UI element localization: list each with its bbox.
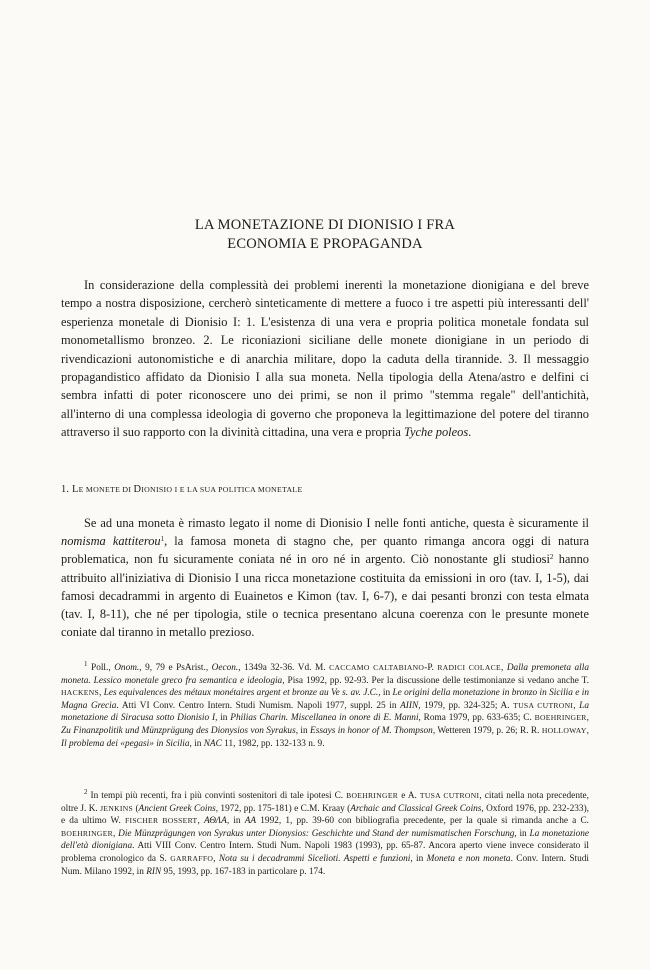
section-heading-smallcaps: IONISIO	[141, 485, 175, 494]
footnote-author: BOEHRINGER	[534, 713, 587, 723]
footnote-text: 95, 1993, pp. 167-183 in particolare p. 174.	[161, 866, 326, 877]
footnote-author: GARRAFFO	[170, 853, 214, 863]
footnote-italic: RIN	[146, 866, 162, 877]
intro-paragraph	[61, 276, 589, 442]
footnote-text: , in	[189, 738, 204, 749]
footnote-author: BOEHRINGER	[346, 791, 399, 800]
footnote-italic: Moneta e non moneta	[426, 853, 511, 864]
footnote-2	[61, 790, 589, 878]
footnote-italic: Ancient Greek Coins	[138, 803, 216, 814]
article-title-line-2: ECONOMIA E PROPAGANDA	[227, 236, 423, 252]
footnote-italic: La monetazione di Siracusa sotto Dionisio I	[61, 700, 589, 724]
footnote-italic: Le origini della monetazione in bronzo in Sicilia e in Magna Grecia	[61, 688, 589, 711]
footnote-text: , in	[226, 816, 245, 827]
footnote-author: JENKINS	[100, 803, 134, 813]
footnote-text: , 9, 79 e PsArist.,	[139, 663, 212, 673]
footnote-italic: Philias Charin. Miscellanea in onore di E. Manni	[230, 713, 419, 724]
footnote-text: , Oxford 1976, pp. 232-233), e da ultimo W.	[61, 803, 589, 827]
footnote-text: , Pisa 1992, pp. 92-93. Per la discussione delle testimonianze si vedano anche T.	[282, 675, 589, 686]
footnote-number: 1	[84, 660, 88, 668]
footnote-author: TUSA CUTRONI	[419, 791, 480, 800]
footnote-text: , in	[215, 713, 231, 724]
footnote-italic: Onom.	[114, 663, 140, 673]
footnote-text: . Conv. Intern. Studi Num. Milano 1992, in	[61, 853, 589, 877]
footnote-italic: Il problema dei «pegasi» in Sicilia	[61, 738, 190, 749]
footnote-text: ,	[113, 828, 119, 839]
article-title-line-1: LA MONETAZIONE DI DIONISIO I FRA	[194, 217, 456, 233]
footnote-text: , in	[410, 853, 427, 864]
footnote-text: -P.	[424, 663, 438, 673]
footnote-author: HACKENS	[61, 688, 100, 698]
footnote-author: TUSA CUTRONI	[513, 700, 574, 710]
footnote-text: e A.	[398, 791, 420, 801]
footnote-italic: Dalla premoneta alla moneta. Lessico monetale greco fra semantica e ideologia	[61, 663, 589, 686]
footnote-italic: AA	[244, 816, 257, 827]
body-text: hanno attribuito all'iniziativa di Dionisio I una ricca monetazione costituita da emissioni in oro (tav. I, 1-5), dai famosi decadrammi in argento di Euainetos e Kimon (tav. I, 6-7), e dai pesanti bronzi con testa elmata (tav. I, 8-11), che né per tipologia, stile o tecnica presentano alcuna coerenza con le presunte monete coniate dal tiranno in metallo prezioso.	[61, 552, 589, 640]
footnote-1	[61, 662, 589, 750]
footnote-italic: Zu Finanzpolitik und Münzprägung des Dionysios von Syrakus	[61, 725, 296, 736]
footnote-italic: AIIN	[400, 700, 419, 711]
footnote-text: , Roma 1979, pp. 633-635; C.	[418, 713, 535, 724]
footnote-italic: Essays in honor of M. Thompson	[310, 725, 433, 736]
body-italic-term: nomisma kattiterou	[61, 534, 161, 549]
footnote-author: HOLLOWAY	[541, 725, 587, 735]
footnote-text: 1992, 1, pp. 39-60 con bibliografia precedente, per la quale si rimanda anche a C.	[256, 816, 589, 827]
footnote-italic: Archaic and Classical Greek Coins	[350, 803, 482, 814]
body-text: Se ad una moneta è rimasto legato il nome di Dionisio I nelle fonti antiche, questa è sicuramente il	[84, 516, 589, 530]
section-heading-smallcaps: E MONETE DI	[78, 485, 134, 494]
intro-italic-term: Tyche poleos	[404, 425, 469, 440]
footnote-text: (	[133, 803, 139, 814]
section-heading-smallcaps: I E LA SUA POLITICA MONETALE	[174, 485, 303, 494]
footnote-text: , citati nella nota precedente, oltre J. K.	[61, 791, 589, 814]
section-heading-cap: D	[133, 484, 142, 495]
footnote-text: , in	[378, 688, 393, 699]
footnote-italic: ΑΘΛΑ	[203, 816, 227, 827]
footnote-text: , Wetteren 1979, p. 26; R. R.	[432, 725, 542, 736]
footnote-author: CACCAMO CALTABIANO	[329, 663, 425, 672]
footnote-text: ,	[500, 663, 507, 673]
article-title	[60, 216, 590, 254]
footnote-text: , in	[514, 828, 530, 839]
footnote-italic: Les equivalences des métaux monétaires argent et bronze au Ve s. av. J.C.	[103, 688, 379, 699]
footnote-italic: Oecon.	[211, 663, 239, 673]
footnote-number: 2	[84, 788, 88, 796]
footnote-author: BOEHRINGER	[61, 828, 114, 838]
footnote-italic: La monetazione dell'età dionigiana	[61, 828, 589, 852]
body-paragraph	[61, 514, 589, 641]
footnote-italic: NAC	[203, 738, 222, 749]
footnote-italic: Nota su i decadrammi Sicelioti. Aspetti e funzioni	[218, 853, 411, 864]
footnote-text: ,	[586, 713, 589, 724]
footnote-text: . Atti VIII Conv. Centro Intern. Studi Num. Napoli 1983 (1993), pp. 65-87. Ancora aperto viene invece considerato il problema cronologico da S.	[61, 841, 589, 864]
footnote-text: ,	[573, 700, 580, 711]
footnote-text: In tempi più recenti, fra i più convinti sostenitori di tale ipotesi C.	[87, 791, 347, 801]
footnote-text: . Atti VI Conv. Centro Intern. Studi Numism. Napoli 1977, suppl. 25 in	[116, 700, 401, 711]
footnote-text: , 1349a 32-36. Vd. M.	[238, 663, 330, 673]
section-heading-1	[61, 484, 303, 495]
footnote-ref-2[interactable]: 2	[549, 553, 554, 562]
footnote-text: , in	[295, 725, 311, 736]
intro-end: .	[468, 425, 472, 440]
footnote-text: , 1979, pp. 324-325; A.	[418, 700, 514, 711]
footnote-text: , 1972, pp. 175-181) e C.M. Kraay (	[215, 803, 351, 814]
section-heading-cap: L	[72, 484, 79, 495]
footnote-ref-1[interactable]: 1	[160, 535, 165, 544]
footnote-italic: Die Münzprägungen von Syrakus unter Dionysios: Geschichte und Stand der numismatischen Forschung	[118, 828, 515, 839]
body-text: , la famosa moneta di stagno che, per quanto rimanga ancora oggi di natura problematica, non fu sicuramente coniata né in oro né in argento. Ciò nonostante gli studiosi	[61, 534, 590, 567]
section-number: 1.	[61, 484, 72, 495]
footnote-author: RADICI COLACE	[437, 663, 501, 672]
footnote-text: ,	[99, 688, 104, 699]
footnote-author: FISCHER BOSSERT	[124, 816, 198, 826]
intro-text: In considerazione della complessità dei problemi inerenti la monetazione dionigiana e del breve tempo a nostra disposizione, cercherò sinteticamente di mettere a fuoco i tre aspetti più interessanti dell' esperienza monetale di Dionisio I: 1. L'esistenza di una vera e propria politica monetale fondata sul monometallismo bronzeo. 2. Le riconiazioni siciliane delle monete dionigiane in un periodo di rivendicazioni autonomistiche e di anarchia militare, dopo la caduta della tirannide. 3. Il messaggio propagandistico affidato da Dionisio I alla sua moneta. Nella tipologia della Atena/astro e delfini ci sembra infatti di poter riconoscere uno dei primi, se non il primo "stemma regale" dell'antichità, all'interno di una complessa ideologia di governo che proponeva la legittimazione del potere del tiranno attraverso il suo rapporto con la divinità cittadina, una vera e propria	[61, 278, 589, 440]
footnote-text: ,	[586, 725, 589, 736]
footnote-text: Poll.,	[87, 663, 115, 673]
footnote-text: ,	[197, 816, 204, 827]
footnote-text: ,	[213, 853, 219, 864]
footnote-text: 11, 1982, pp. 132-133 n. 9.	[221, 738, 325, 749]
